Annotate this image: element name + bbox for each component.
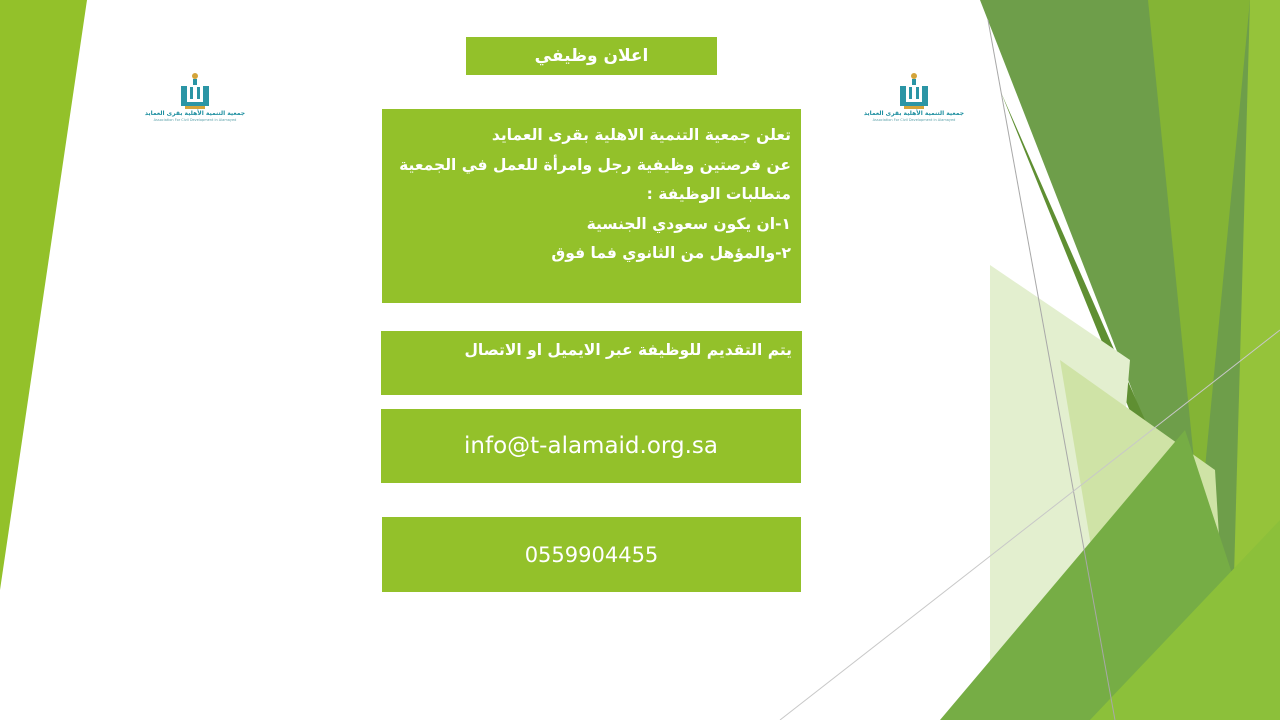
left-green-shape <box>0 0 87 590</box>
association-logo-icon <box>892 72 936 110</box>
announcement-line: متطلبات الوظيفة : <box>646 185 791 203</box>
logo-subtitle: Association For Civil Development in Alamayed <box>153 118 237 122</box>
announcement-title: اعلان وظيفي <box>466 37 717 75</box>
apply-instructions: يتم التقديم للوظيفة عبر الايميل او الاتصال <box>381 331 802 395</box>
association-logo-right <box>862 72 966 128</box>
phone-number[interactable]: 0559904455 <box>382 517 801 592</box>
announcement-line: ١-ان يكون سعودي الجنسية <box>586 214 791 233</box>
association-logo-icon <box>173 72 217 110</box>
announcement-line: عن فرصتين وظيفية رجل وامرأة للعمل في الجمعية <box>399 155 791 174</box>
email-address[interactable]: info@t-alamaid.org.sa <box>381 409 801 483</box>
logo-name: جمعية التنمية الأهلية بقرى العمايد <box>863 110 965 117</box>
association-logo-left <box>143 72 247 128</box>
announcement-line: تعلن جمعية التنمية الاهلية بقرى العمايد <box>491 126 791 144</box>
announcement-body <box>382 109 801 303</box>
logo-subtitle: Association For Civil Development in Alamayed <box>872 118 956 122</box>
logo-name: جمعية التنمية الأهلية بقرى العمايد <box>144 110 246 117</box>
announcement-line: ٢-والمؤهل من الثانوي فما فوق <box>551 244 791 262</box>
